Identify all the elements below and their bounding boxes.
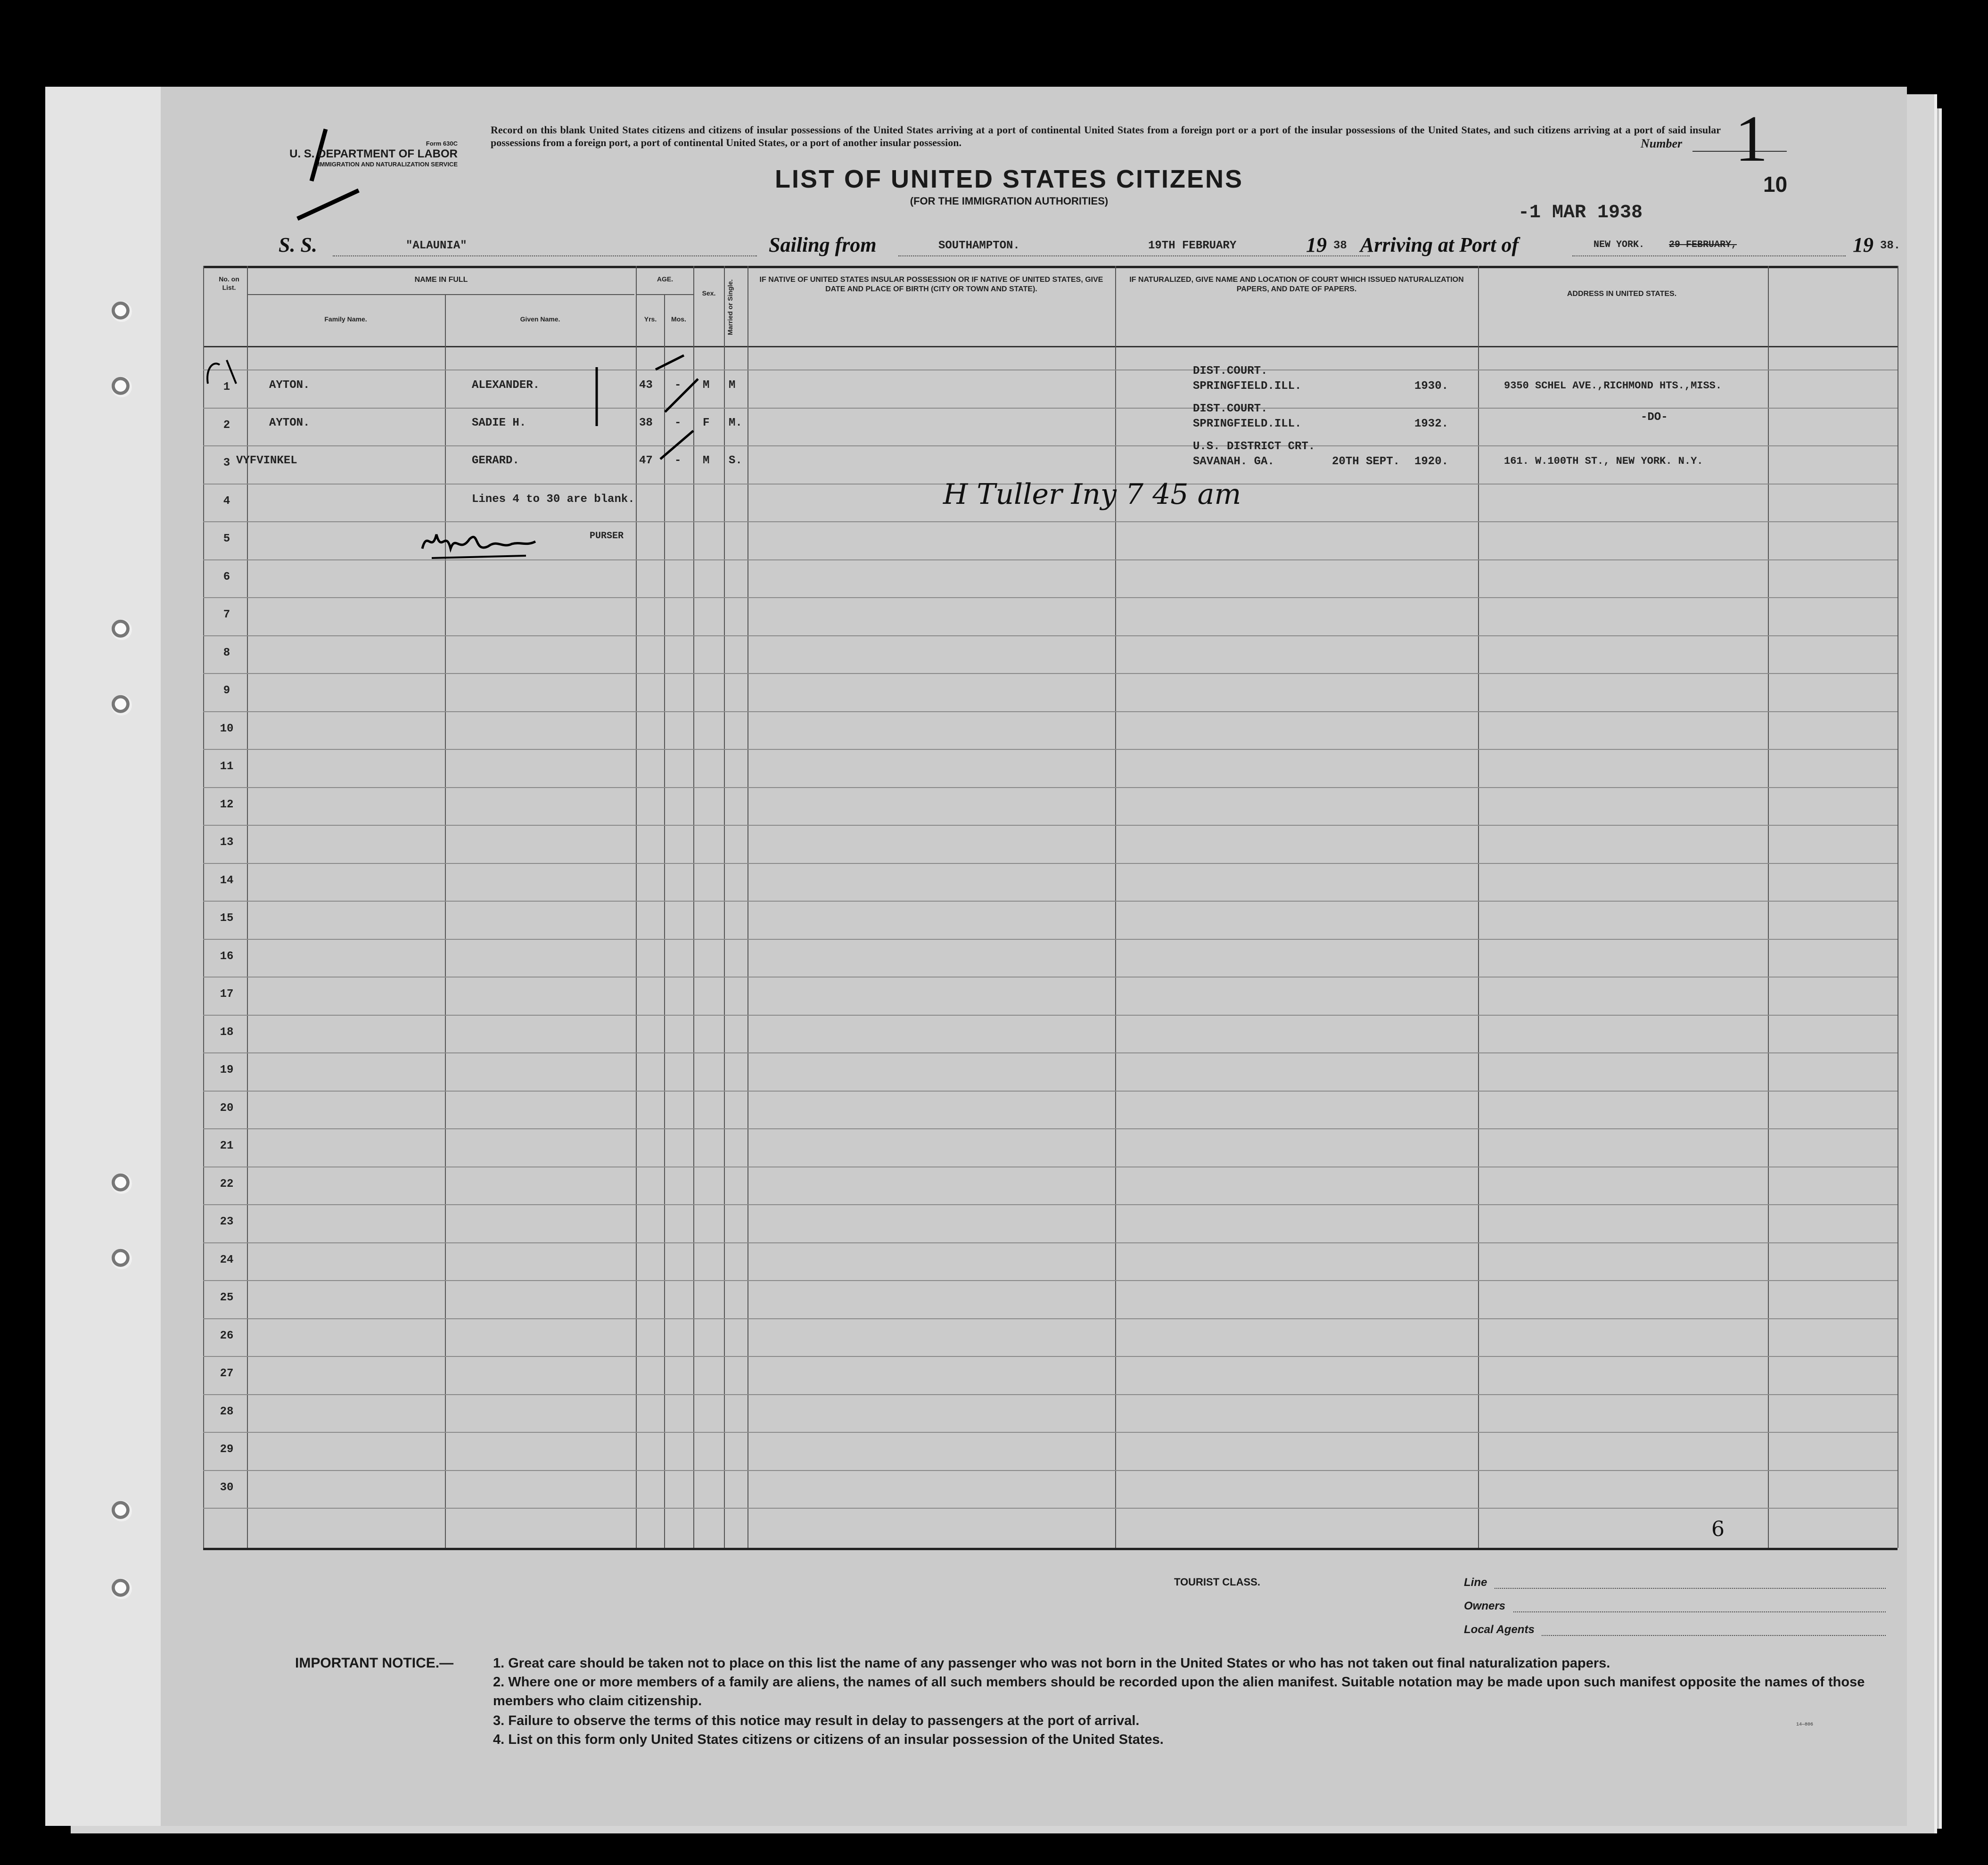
line-number: 27 (220, 1367, 234, 1380)
age-yrs-cell: 43 (639, 379, 653, 392)
sailing-year-prefix: 19 (1306, 233, 1327, 256)
line-number: 4 (223, 495, 230, 508)
row-rule (203, 445, 1898, 446)
print-code: 14—806 (1796, 1722, 1814, 1727)
address-cell: 161. W.100TH ST., NEW YORK. N.Y. (1504, 455, 1703, 467)
marital-cell: S. (729, 454, 742, 467)
col-rule (636, 266, 637, 1548)
service-name: IMMIGRATION AND NATURALIZATION SERVICE (318, 161, 458, 168)
bottom-mark: 6 (1711, 1517, 1725, 1541)
col-header-address: ADDRESS IN UNITED STATES. (1567, 290, 1677, 298)
col-header-given-name: Given Name. (520, 315, 560, 323)
col-rule (1115, 266, 1116, 1548)
name-subheader-line (248, 294, 634, 295)
row-rule (203, 1204, 1898, 1205)
row-check-icon (203, 355, 246, 393)
col-header-name: NAME IN FULL (414, 276, 468, 284)
court-year-cell: 1920. (1414, 455, 1449, 468)
citizens-list-form (161, 87, 1907, 1826)
row-rule (203, 711, 1898, 712)
notice-item: 4. List on this form only United States citizens or citizens of an insular possession of the United States. (493, 1732, 1164, 1747)
department-name: U. S. DEPARTMENT OF LABOR (289, 148, 458, 160)
court-location-cell: SPRINGFIELD.ILL. (1193, 380, 1302, 393)
marital-cell: M (729, 379, 736, 392)
manifest-sheet (45, 87, 1907, 1826)
arriving-port: NEW YORK. (1594, 239, 1645, 250)
sex-cell: M (703, 454, 710, 467)
blank-lines-note: Lines 4 to 30 are blank. (472, 493, 635, 506)
binding-margin (45, 87, 161, 1826)
notice-item: 3. Failure to observe the terms of this notice may result in delay to passengers at the port of arrival. (493, 1713, 1140, 1728)
sailing-from-label: Sailing from (769, 233, 877, 256)
form-number: Form 630C (426, 140, 458, 147)
row-rule (203, 787, 1898, 788)
court-year-cell: 1930. (1414, 380, 1449, 393)
court-cell: U.S. DISTRICT CRT. (1193, 440, 1315, 453)
row-rule (203, 1394, 1898, 1395)
row-rule (203, 635, 1898, 636)
page-subtitle: (FOR THE IMMIGRATION AUTHORITIES) (910, 195, 1109, 207)
check-marks-icon (646, 351, 740, 473)
row-rule (203, 1015, 1898, 1016)
col-header-family-name: Family Name. (324, 315, 367, 323)
page-title: LIST OF UNITED STATES CITIZENS (775, 165, 1243, 193)
line-number: 5 (223, 533, 230, 545)
notice-item: 2. Where one or more members of a family are aliens, the names of all such members should be recorded upon the alien manifest. Suitable notation may be made upon such manifest opposite the names of those members who claim citizenship. (493, 1675, 1865, 1709)
arriving-port-label: Arriving at Port of (1360, 233, 1519, 256)
col-rule (203, 266, 204, 1548)
row-rule (203, 749, 1898, 750)
line-number: 15 (220, 912, 234, 925)
sheet-number: 10 (1763, 172, 1788, 197)
handwritten-note: H Tuller Iny 7 45 am (943, 478, 1241, 511)
family-name-cell: VYFVINKEL (236, 454, 297, 467)
row-rule (203, 1280, 1898, 1281)
ss-label: S. S. (279, 233, 317, 256)
tourist-class-label: TOURIST CLASS. (1174, 1576, 1260, 1588)
punch-hole-icon (111, 1578, 132, 1599)
ship-name-line (333, 255, 757, 256)
tick-stroke-icon (590, 365, 604, 431)
row-rule (203, 1318, 1898, 1319)
row-rule (203, 1508, 1898, 1509)
sailing-year: 38 (1333, 239, 1347, 252)
line-number: 18 (220, 1026, 234, 1039)
court-location-cell: SAVANAH. GA. (1193, 455, 1274, 468)
arriving-port-line (1572, 255, 1846, 256)
row-rule (203, 1091, 1898, 1092)
given-name-cell: GERARD. (472, 454, 519, 467)
col-header-mos: Mos. (671, 315, 686, 323)
form-instructions: Record on this blank United States citizens and citizens of insular possessions of the United States arriving at a port of continental United States from a foreign port or a port of the insular possessions of the United States, and such citizens arriving at a port of said insular possessions from a foreign port, a port of continental United States, or a port of another insular possession. (491, 124, 1721, 148)
punch-hole-icon (111, 1501, 132, 1521)
row-rule (203, 1052, 1898, 1053)
col-rule (1768, 266, 1769, 1548)
row-rule (203, 1470, 1898, 1471)
notice-heading: IMPORTANT NOTICE.— (295, 1655, 454, 1671)
local-agents-field (1542, 1635, 1886, 1636)
handwritten-one-mark-icon (293, 120, 363, 228)
line-number: 14 (220, 874, 234, 887)
line-label: Line (1464, 1576, 1487, 1589)
arriving-date-struck: 29 FEBRUARY, (1669, 239, 1737, 250)
row-rule (203, 939, 1898, 940)
row-rule (203, 825, 1898, 826)
given-name-cell: SADIE H. (472, 417, 526, 429)
sailing-date: 19TH FEBRUARY (1148, 239, 1237, 252)
line-number: 20 (220, 1102, 234, 1115)
family-name-cell: AYTON. (269, 417, 310, 429)
line-number: 17 (220, 988, 234, 1001)
line-number: 16 (220, 950, 234, 963)
number-label: Number (1641, 137, 1683, 150)
col-header-yrs: Yrs. (644, 315, 657, 323)
marital-cell: M. (729, 417, 742, 429)
age-mos-cell: - (674, 417, 682, 429)
family-name-cell: AYTON. (269, 379, 310, 392)
court-date-cell: 20TH SEPT. (1332, 455, 1400, 468)
notice-item: 1. Great care should be taken not to place on this list the name of any passenger who was not born in the United States or who has not taken out final naturalization papers. (493, 1656, 1610, 1671)
address-cell: 9350 SCHEL AVE.,RICHMOND HTS.,MISS. (1504, 380, 1722, 392)
line-number: 1 (223, 381, 230, 394)
line-number: 19 (220, 1064, 234, 1076)
owners-label: Owners (1464, 1600, 1506, 1612)
line-field (1495, 1588, 1886, 1589)
line-number: 7 (223, 608, 230, 621)
col-header-married-single: Married or Single. (726, 279, 734, 335)
date-stamp: -1 MAR 1938 (1518, 202, 1643, 223)
col-header-native: IF NATIVE OF UNITED STATES INSULAR POSSESSION OR IF NATIVE OF UNITED STATES, GIVE DATE AND PLACE OF BIRTH (CITY OR TOWN AND STATE). (759, 276, 1103, 293)
sex-cell: F (703, 417, 710, 429)
table-bottom-border (203, 1548, 1898, 1550)
line-number: 13 (220, 836, 234, 849)
row-rule (203, 863, 1898, 864)
line-number: 8 (223, 647, 230, 659)
purser-signature-icon (418, 520, 540, 563)
line-number: 23 (220, 1216, 234, 1228)
row-rule (203, 673, 1898, 674)
line-number: 30 (220, 1481, 234, 1494)
line-number: 29 (220, 1443, 234, 1456)
arriving-year-prefix: 19 (1853, 233, 1873, 256)
row-rule (203, 597, 1898, 598)
punch-hole-icon (111, 619, 132, 640)
age-subheader-line (637, 294, 693, 295)
row-rule (203, 1128, 1898, 1129)
col-rule (664, 294, 665, 1548)
col-rule (445, 294, 446, 1548)
punch-hole-icon (111, 1249, 132, 1269)
address-cell: -DO- (1641, 411, 1668, 424)
col-header-no: No. on List. (219, 275, 239, 291)
court-location-cell: SPRINGFIELD.ILL. (1193, 418, 1302, 430)
ship-name: "ALAUNIA" (406, 239, 467, 252)
line-number: 3 (223, 457, 230, 469)
sailing-from-port: SOUTHAMPTON. (938, 239, 1020, 252)
punch-hole-icon (111, 695, 132, 715)
purser-label: PURSER (590, 531, 624, 542)
table-top-border (203, 266, 1898, 268)
age-yrs-cell: 47 (639, 454, 653, 467)
row-rule (203, 408, 1898, 409)
col-header-age: AGE. (657, 275, 674, 283)
sailing-from-line (898, 255, 1370, 256)
line-number: 6 (223, 571, 230, 583)
line-number: 10 (220, 723, 234, 735)
punch-hole-icon (111, 1173, 132, 1194)
col-header-naturalized: IF NATURALIZED, GIVE NAME AND LOCATION OF COURT WHICH ISSUED NATURALIZATION PAPERS, AND DATE OF PAPERS. (1129, 276, 1464, 293)
court-cell: DIST.COURT. (1193, 365, 1268, 378)
line-number: 11 (220, 760, 234, 773)
col-header-sex: Sex. (702, 289, 716, 297)
age-mos-cell: - (674, 454, 682, 467)
header-bottom-border (203, 346, 1898, 347)
row-rule (203, 1356, 1898, 1357)
local-agents-label: Local Agents (1464, 1623, 1535, 1636)
court-cell: DIST.COURT. (1193, 403, 1268, 415)
col-rule (1478, 266, 1479, 1548)
line-number: 2 (223, 419, 230, 432)
row-rule (203, 901, 1898, 902)
punch-hole-icon (111, 377, 132, 397)
sex-cell: M (703, 379, 710, 392)
voyage-line (161, 228, 1907, 266)
line-number: 12 (220, 798, 234, 811)
punch-hole-icon (111, 301, 132, 322)
line-number: 24 (220, 1254, 234, 1266)
line-number: 21 (220, 1140, 234, 1152)
age-mos-cell: - (674, 379, 682, 392)
line-number: 25 (220, 1291, 234, 1304)
important-notice (295, 1654, 1921, 1795)
age-yrs-cell: 38 (639, 417, 653, 429)
form-identification (260, 139, 458, 170)
court-year-cell: 1932. (1414, 418, 1449, 430)
line-number: 26 (220, 1330, 234, 1342)
line-number: 22 (220, 1178, 234, 1191)
given-name-cell: ALEXANDER. (472, 379, 540, 392)
arriving-year: 38. (1880, 239, 1901, 252)
row-rule (203, 977, 1898, 978)
line-number: 9 (223, 684, 230, 697)
number-value: 1 (1735, 102, 1768, 175)
owners-field (1513, 1611, 1886, 1612)
row-rule (203, 1242, 1898, 1243)
row-rule (203, 1432, 1898, 1433)
line-number: 28 (220, 1405, 234, 1418)
